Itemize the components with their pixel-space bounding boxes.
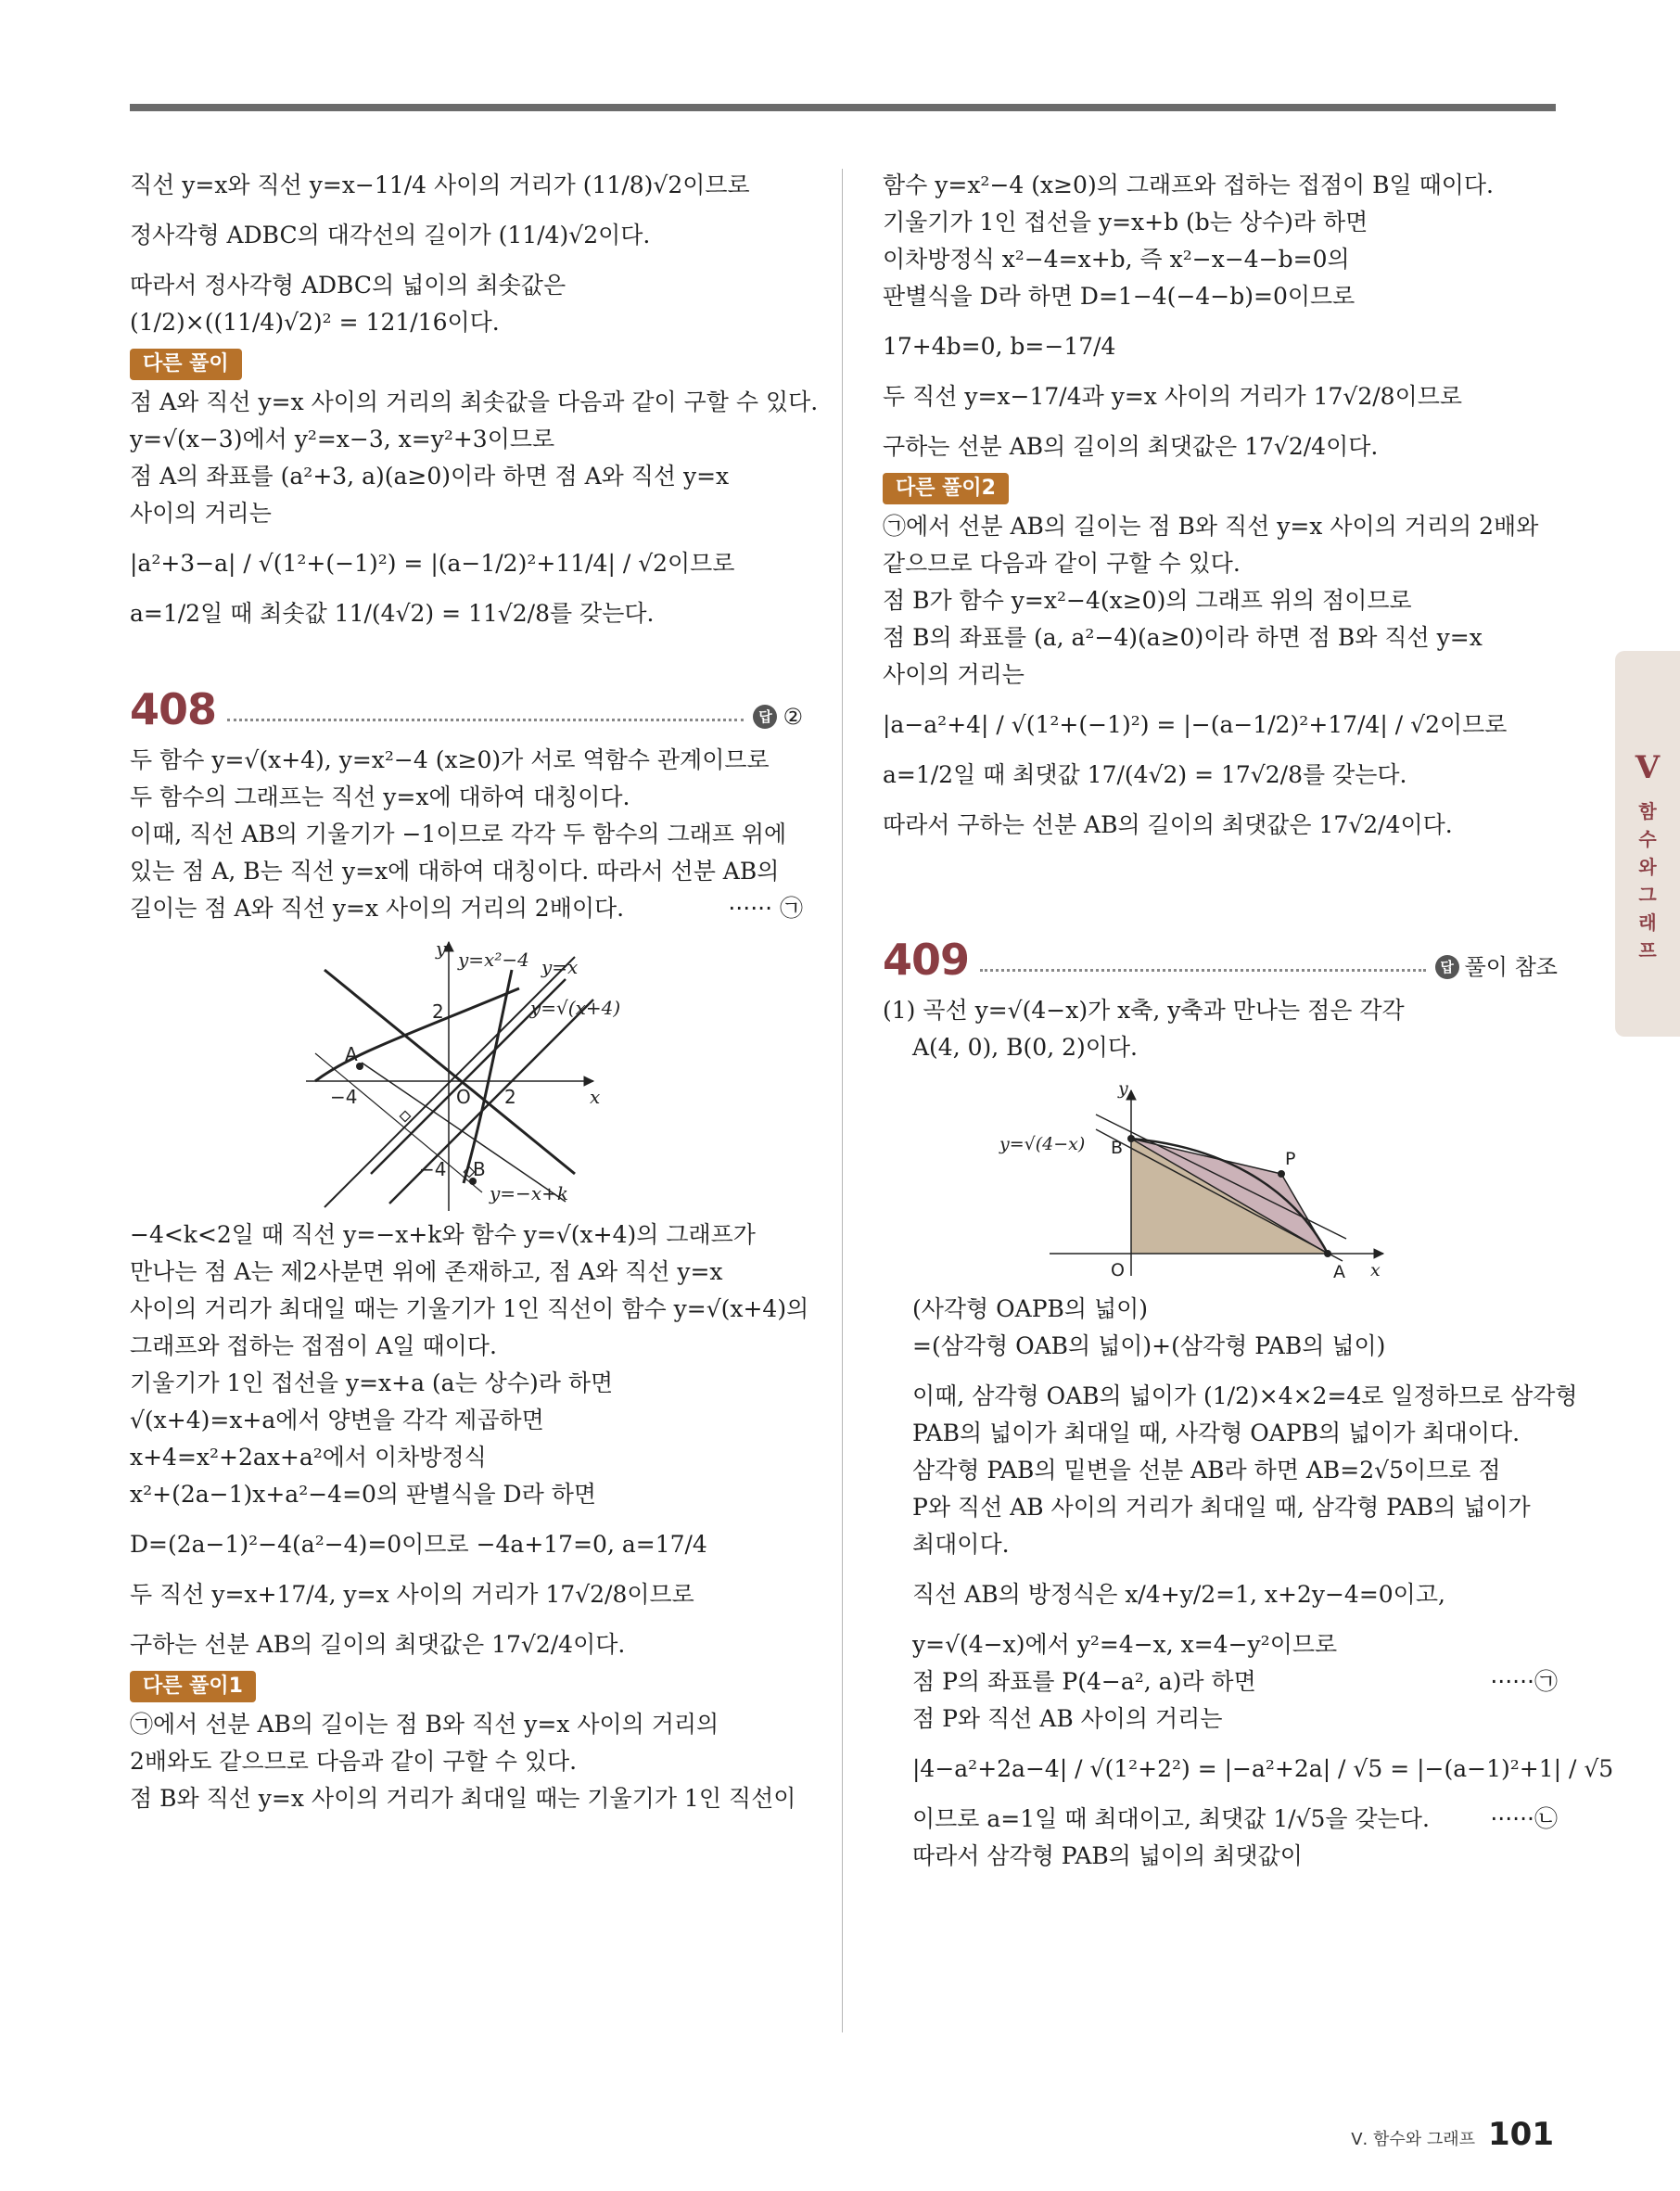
text-line: 점 A와 직선 y=x 사이의 거리의 최솟값을 다음과 같이 구할 수 있다. <box>130 389 819 415</box>
text-line: a=1/2일 때 최솟값 11/(4√2) = 11√2/8를 갖는다. <box>130 600 655 627</box>
text-line: 만나는 점 A는 제2사분면 위에 존재하고, 점 A와 직선 y=x <box>130 1258 723 1285</box>
text-line: 정사각형 ADBC의 대각선의 길이가 (11/4)√2이다. <box>130 222 651 248</box>
text-line: (1/2)×((11/4)√2)² = 121/16이다. <box>130 309 500 336</box>
chapter-title <box>1615 797 1680 964</box>
text-line: D=(2a−1)²−4(a²−4)=0이므로 −4a+17=0, a=17/4 <box>130 1531 707 1558</box>
text-line: 따라서 삼각형 PAB의 넓이의 최댓값이 <box>912 1842 1303 1869</box>
column-divider <box>842 169 843 2032</box>
text-line <box>883 1801 1558 1838</box>
text-line: y=√(x−3)에서 y²=x−3, x=y²+3이므로 <box>130 426 555 452</box>
origin-label: O <box>456 1086 471 1108</box>
graph-408 <box>130 933 803 1211</box>
page-footer <box>1351 2116 1554 2153</box>
tick-label: 2 <box>432 1000 444 1023</box>
text-line: 점 B의 좌표를 (a, a²−4)(a≥0)이라 하면 점 B와 직선 y=x <box>883 624 1483 651</box>
point-label-a: A <box>345 1043 358 1065</box>
text-line: y=√(4−x)에서 y²=4−x, x=4−y²이므로 <box>912 1631 1338 1658</box>
curve-label: y=√(4−x) <box>999 1134 1086 1154</box>
text-line: PAB의 넓이가 최대일 때, 사각형 OAPB의 넓이가 최대이다. <box>912 1420 1521 1446</box>
tick-label: −4 <box>419 1158 447 1180</box>
text-line <box>883 1663 1558 1701</box>
x-axis-label: x <box>1370 1260 1381 1280</box>
text-line: =(삼각형 OAB의 넓이)+(삼각형 PAB의 넓이) <box>912 1332 1386 1359</box>
curve-label: y=x²−4 <box>458 949 529 971</box>
text-line: 삼각형 PAB의 밑변을 선분 AB라 하면 AB=2√5이므로 점 <box>912 1457 1501 1484</box>
text-line: 함수 y=x²−4 (x≥0)의 그래프와 접하는 접점이 B일 때이다. <box>883 172 1495 198</box>
text-line: 이때, 직선 AB의 기울기가 −1이므로 각각 두 함수의 그래프 위에 <box>130 821 787 847</box>
x-axis-label: x <box>590 1086 601 1108</box>
chapter-numeral: V <box>1635 749 1661 786</box>
text-line: ㉠에서 선분 AB의 길이는 점 B와 직선 y=x 사이의 거리의 <box>130 1711 719 1738</box>
text-line: A(4, 0), B(0, 2)이다. <box>912 1034 1138 1061</box>
text-line: 두 직선 y=x−17/4과 y=x 사이의 거리가 17√2/8이므로 <box>883 383 1463 410</box>
text-line: −4<k<2일 때 직선 y=−x+k와 함수 y=√(x+4)의 그래프가 <box>130 1221 756 1248</box>
text-line: 있는 점 A, B는 직선 y=x에 대하여 대칭이다. 따라서 선분 AB의 <box>130 858 780 885</box>
text-line: 17+4b=0, b=−17/4 <box>883 333 1116 360</box>
text-line <box>130 890 803 927</box>
alt-solution-badge: 다른 풀이1 <box>130 1671 256 1702</box>
equation-mark: ······ ㉠ <box>728 895 803 922</box>
formula-line: |a²+3−a| / √(1²+(−1)²) = |(a−1/2)²+11/4| / √2이므로 <box>130 550 735 577</box>
alt-solution-badge: 다른 풀이2 <box>883 473 1009 504</box>
text-line: 따라서 구하는 선분 AB의 길이의 최댓값은 17√2/4이다. <box>883 811 1453 838</box>
text-line: 점 B가 함수 y=x²−4(x≥0)의 그래프 위의 점이므로 <box>883 587 1412 614</box>
text-line: 판별식을 D라 하면 D=1−4(−4−b)=0이므로 <box>883 283 1355 310</box>
point-label-p: P <box>1285 1149 1296 1169</box>
text-span: 점 P의 좌표를 P(4−a², a)라 하면 <box>912 1668 1256 1695</box>
text-line: 점 B와 직선 y=x 사이의 거리가 최대일 때는 기울기가 1인 직선이 <box>130 1785 796 1812</box>
y-axis-label: y <box>1118 1078 1128 1099</box>
text-line: x²+(2a−1)x+a²−4=0의 판별식을 D라 하면 <box>130 1481 597 1508</box>
answer-value: 풀이 참조 <box>1464 954 1558 980</box>
text-line: 두 함수의 그래프는 직선 y=x에 대하여 대칭이다. <box>130 783 630 810</box>
problem-number: 409 <box>883 935 970 985</box>
line-label: y=x <box>541 956 579 978</box>
chapter-title-char: 프 <box>1638 939 1657 962</box>
page-number: 101 <box>1488 2116 1554 2153</box>
problem-number: 408 <box>130 684 217 734</box>
origin-label: O <box>1111 1260 1125 1280</box>
text-span: 이므로 a=1일 때 최대이고, 최댓값 1/√5을 갖는다. <box>912 1805 1430 1832</box>
point-label-b: B <box>1111 1138 1124 1158</box>
text-line: 최대이다. <box>912 1531 1010 1558</box>
top-rule <box>130 104 1556 111</box>
footer-section: Ⅴ. 함수와 그래프 <box>1351 2130 1476 2149</box>
text-line: 구하는 선분 AB의 길이의 최댓값은 17√2/4이다. <box>883 433 1379 460</box>
curve-label: y=√(x+4) <box>530 997 621 1019</box>
text-line: 기울기가 1인 접선을 y=x+a (a는 상수)라 하면 <box>130 1369 614 1396</box>
text-line: (사각형 OAPB의 넓이) <box>912 1295 1149 1322</box>
text-line: a=1/2일 때 최댓값 17/(4√2) = 17√2/8를 갖는다. <box>883 761 1407 788</box>
text-line: 이때, 삼각형 OAB의 넓이가 (1/2)×4×2=4로 일정하므로 삼각형 <box>912 1382 1578 1409</box>
text-line: √(x+4)=x+a에서 양변을 각각 제곱하면 <box>130 1407 544 1433</box>
point-label-b: B <box>473 1158 486 1180</box>
chapter-title-char: 와 <box>1638 856 1657 878</box>
problem-408-header <box>130 686 803 732</box>
text-line: 직선 AB의 방정식은 x/4+y/2=1, x+2y−4=0이고, <box>912 1581 1445 1608</box>
right-column <box>883 167 1614 1875</box>
text-line: 기울기가 1인 접선을 y=x+b (b는 상수)라 하면 <box>883 209 1368 236</box>
point-label-a: A <box>1333 1262 1345 1282</box>
text-line: 사이의 거리는 <box>883 661 1025 688</box>
answer-icon: 답 <box>1435 955 1459 979</box>
text-span: 길이는 점 A와 직선 y=x 사이의 거리의 2배이다. <box>130 895 625 922</box>
tick-label: −4 <box>330 1086 358 1108</box>
formula-line: |a−a²+4| / √(1²+(−1)²) = |−(a−1/2)²+17/4| / √2이므로 <box>883 711 1508 738</box>
leader-dots <box>980 969 1426 972</box>
alt-solution-badge: 다른 풀이 <box>130 349 242 380</box>
text-line: 점 P와 직선 AB 사이의 거리는 <box>912 1705 1223 1732</box>
text-line: 사이의 거리가 최대일 때는 기울기가 1인 직선이 함수 y=√(x+4)의 <box>130 1295 809 1322</box>
answer-icon: 답 <box>753 705 777 729</box>
text-line: 사이의 거리는 <box>130 500 272 527</box>
left-column <box>130 167 819 1817</box>
text-line: (1) 곡선 y=√(4−x)가 x축, y축과 만나는 점은 각각 <box>883 997 1405 1024</box>
chapter-title-char: 래 <box>1638 911 1657 934</box>
y-axis-label: y <box>436 937 447 960</box>
text-line: 직선 y=x와 직선 y=x−11/4 사이의 거리가 (11/8)√2이므로 <box>130 172 750 198</box>
text-line: 같으므로 다음과 같이 구할 수 있다. <box>883 550 1241 577</box>
text-line: 이차방정식 x²−4=x+b, 즉 x²−x−4−b=0의 <box>883 246 1350 273</box>
chapter-title-char: 함 <box>1638 800 1657 822</box>
leader-dots <box>227 719 744 721</box>
text-line: 점 A의 좌표를 (a²+3, a)(a≥0)이라 하면 점 A와 직선 y=x <box>130 463 730 490</box>
text-line: 2배와도 같으므로 다음과 같이 구할 수 있다. <box>130 1748 578 1775</box>
formula-line: |4−a²+2a−4| / √(1²+2²) = |−a²+2a| / √5 = |−(a−1)²+1| / √5 <box>912 1755 1614 1782</box>
chapter-side-tab <box>1615 651 1680 1037</box>
line-label: y=−x+k <box>490 1182 568 1204</box>
text-line: P와 직선 AB 사이의 거리가 최대일 때, 삼각형 PAB의 넓이가 <box>912 1494 1531 1521</box>
text-line: 두 함수 y=√(x+4), y=x²−4 (x≥0)가 서로 역함수 관계이므로 <box>130 746 770 773</box>
text-line: 구하는 선분 AB의 길이의 최댓값은 17√2/4이다. <box>130 1631 626 1658</box>
text-line: 두 직선 y=x+17/4, y=x 사이의 거리가 17√2/8이므로 <box>130 1581 694 1608</box>
answer-value: ② <box>783 704 803 730</box>
text-line: 따라서 정사각형 ADBC의 넓이의 최솟값은 <box>130 272 566 299</box>
graph-409 <box>883 1072 1558 1285</box>
answer <box>753 701 803 732</box>
text-line: 그래프와 접하는 접점이 A일 때이다. <box>130 1332 497 1359</box>
equation-mark: ······㉠ <box>1490 1668 1558 1695</box>
equation-mark: ······㉡ <box>1490 1805 1558 1832</box>
tick-label: 2 <box>504 1086 516 1108</box>
problem-409-header <box>883 936 1558 983</box>
chapter-title-char: 수 <box>1638 828 1657 850</box>
text-line: ㉠에서 선분 AB의 길이는 점 B와 직선 y=x 사이의 거리의 2배와 <box>883 513 1539 540</box>
answer <box>1435 951 1558 983</box>
text-line: x+4=x²+2ax+a²에서 이차방정식 <box>130 1444 487 1471</box>
chapter-title-char: 그 <box>1638 884 1657 906</box>
